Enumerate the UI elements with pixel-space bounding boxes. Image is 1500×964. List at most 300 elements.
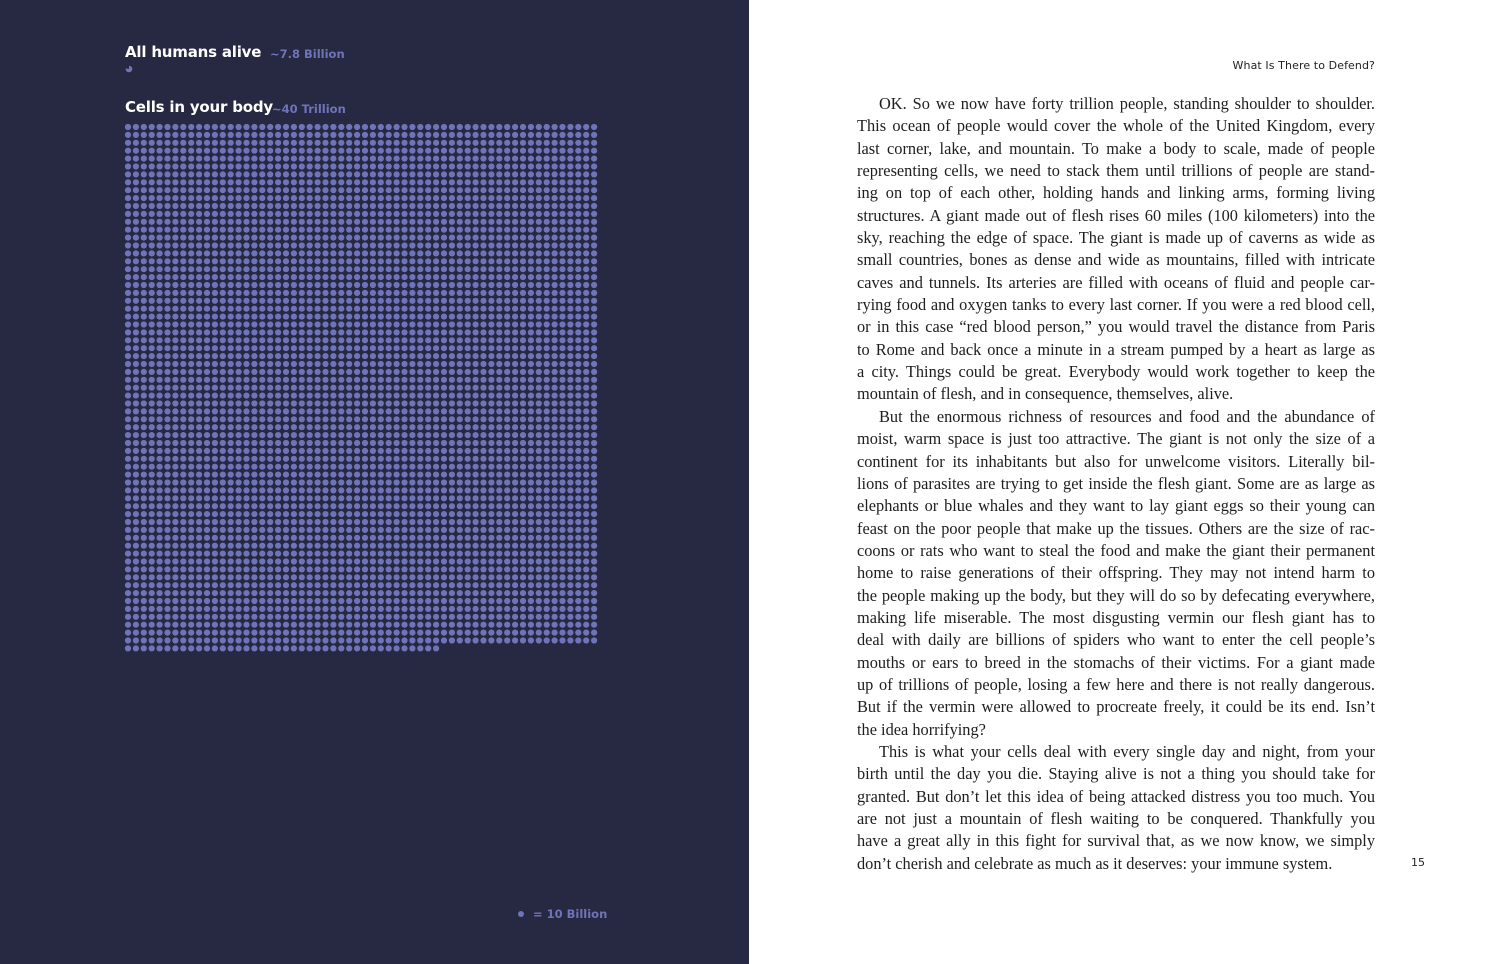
cell-dot (386, 551, 392, 557)
cell-dot (204, 424, 210, 430)
cell-dot (567, 179, 573, 185)
cell-dot (512, 511, 518, 517)
text-line: This ocean of people would cover the whole of the United Kingdom, every (857, 116, 1375, 136)
cell-dot (433, 637, 439, 643)
cell-dot (180, 630, 186, 636)
cell-dot (267, 566, 273, 572)
cell-dot (480, 385, 486, 391)
cell-dot (196, 203, 202, 209)
cell-dot (220, 543, 226, 549)
cell-dot (315, 361, 321, 367)
cell-dot (157, 440, 163, 446)
cell-dot (346, 163, 352, 169)
cell-dot (299, 440, 305, 446)
cell-dot (409, 519, 415, 525)
cell-dot (157, 132, 163, 138)
cell-dot (520, 140, 526, 146)
cell-dot (243, 219, 249, 225)
cell-dot (172, 163, 178, 169)
cell-dot (157, 400, 163, 406)
cell-dot (536, 219, 542, 225)
cell-dot (583, 219, 589, 225)
cell-dot (528, 337, 534, 343)
cell-dot (575, 290, 581, 296)
cell-dot (362, 385, 368, 391)
cell-dot (315, 385, 321, 391)
cell-dot (346, 219, 352, 225)
cell-dot (559, 543, 565, 549)
humans-partial-dot (124, 64, 134, 74)
cell-dot (370, 163, 376, 169)
cell-dot (251, 606, 257, 612)
cell-dot (465, 290, 471, 296)
cell-dot (133, 250, 139, 256)
cell-dot (141, 614, 147, 620)
cell-dot (575, 637, 581, 643)
cell-dot (520, 606, 526, 612)
cell-dot (559, 321, 565, 327)
cell-dot (322, 211, 328, 217)
cell-dot (520, 369, 526, 375)
cell-dot (567, 258, 573, 264)
cell-dot (322, 290, 328, 296)
cell-dot (283, 503, 289, 509)
cell-dot (188, 582, 194, 588)
cell-dot (196, 503, 202, 509)
cell-dot (196, 369, 202, 375)
cell-dot (433, 195, 439, 201)
cell-dot (575, 314, 581, 320)
cell-dot (251, 203, 257, 209)
cell-dot (528, 487, 534, 493)
cell-dot (473, 353, 479, 359)
cell-dot (528, 361, 534, 367)
cell-dot (164, 630, 170, 636)
cell-dot (307, 598, 313, 604)
cell-dot (354, 282, 360, 288)
cell-dot (157, 456, 163, 462)
cell-dot (243, 195, 249, 201)
cell-dot (354, 353, 360, 359)
cell-dot (401, 606, 407, 612)
cell-dot (457, 479, 463, 485)
cell-dot (228, 606, 234, 612)
cell-dot (567, 203, 573, 209)
cell-dot (378, 448, 384, 454)
cell-dot (583, 630, 589, 636)
cell-dot (307, 250, 313, 256)
cell-dot (243, 464, 249, 470)
cell-dot (480, 637, 486, 643)
cell-dot (164, 645, 170, 651)
cell-dot (575, 274, 581, 280)
cell-dot (473, 432, 479, 438)
cell-dot (133, 329, 139, 335)
cell-dot (283, 179, 289, 185)
cell-dot (536, 527, 542, 533)
cell-dot (512, 393, 518, 399)
cell-dot (338, 274, 344, 280)
cell-dot (267, 242, 273, 248)
cell-dot (220, 321, 226, 327)
cell-dot (307, 519, 313, 525)
cell-dot (488, 203, 494, 209)
cell-dot (251, 353, 257, 359)
cell-dot (212, 582, 218, 588)
cell-dot (275, 321, 281, 327)
cell-dot (425, 329, 431, 335)
cell-dot (267, 440, 273, 446)
cell-dot (307, 290, 313, 296)
cell-dot (520, 598, 526, 604)
cell-dot (141, 408, 147, 414)
cell-dot (141, 242, 147, 248)
cell-dot (504, 219, 510, 225)
cell-dot (267, 487, 273, 493)
cell-dot (338, 148, 344, 154)
cell-dot (496, 551, 502, 557)
cell-dot (125, 424, 131, 430)
cell-dot (291, 132, 297, 138)
cell-dot (267, 543, 273, 549)
cell-dot (180, 274, 186, 280)
cell-dot (275, 337, 281, 343)
cell-dot (291, 551, 297, 557)
cell-dot (433, 393, 439, 399)
cell-dot (307, 132, 313, 138)
cell-dot (559, 472, 565, 478)
cell-dot (496, 274, 502, 280)
cell-dot (259, 511, 265, 517)
cell-dot (417, 266, 423, 272)
cell-dot (267, 321, 273, 327)
cell-dot (465, 306, 471, 312)
cell-dot (354, 171, 360, 177)
cell-dot (212, 227, 218, 233)
cell-dot (591, 195, 597, 201)
cell-dot (591, 590, 597, 596)
cell-dot (212, 290, 218, 296)
cell-dot (196, 219, 202, 225)
cell-dot (267, 464, 273, 470)
cell-dot (465, 590, 471, 596)
cell-dot (251, 132, 257, 138)
cell-dot (480, 448, 486, 454)
cell-dot (141, 598, 147, 604)
cell-dot (267, 227, 273, 233)
cell-dot (196, 574, 202, 580)
cell-dot (362, 566, 368, 572)
cell-dot (583, 440, 589, 446)
cell-dot (567, 306, 573, 312)
cell-dot (180, 171, 186, 177)
cell-dot (236, 440, 242, 446)
cell-dot (465, 630, 471, 636)
cell-dot (228, 156, 234, 162)
cell-dot (512, 369, 518, 375)
cell-dot (307, 156, 313, 162)
cell-dot (172, 290, 178, 296)
cell-dot (275, 266, 281, 272)
cell-dot (425, 377, 431, 383)
cell-dot (330, 424, 336, 430)
cell-dot (496, 227, 502, 233)
cell-dot (133, 590, 139, 596)
cell-dot (512, 140, 518, 146)
cell-dot (220, 440, 226, 446)
cell-dot (394, 393, 400, 399)
cell-dot (157, 148, 163, 154)
cell-dot (133, 361, 139, 367)
cell-dot (496, 400, 502, 406)
cell-dot (362, 314, 368, 320)
cell-dot (164, 203, 170, 209)
cell-dot (488, 519, 494, 525)
cell-dot (409, 377, 415, 383)
cell-dot (544, 361, 550, 367)
cell-dot (528, 306, 534, 312)
cell-dot (512, 606, 518, 612)
cell-dot (346, 148, 352, 154)
cell-dot (172, 156, 178, 162)
cell-dot (330, 566, 336, 572)
cell-dot (228, 511, 234, 517)
cell-dot (259, 242, 265, 248)
cell-dot (322, 171, 328, 177)
cell-dot (401, 566, 407, 572)
cell-dot (370, 551, 376, 557)
cell-dot (157, 630, 163, 636)
cell-dot (315, 464, 321, 470)
cell-dot (188, 614, 194, 620)
cell-dot (449, 203, 455, 209)
cell-dot (299, 242, 305, 248)
cell-dot (243, 329, 249, 335)
cell-dot (172, 306, 178, 312)
cell-dot (417, 132, 423, 138)
cell-dot (362, 266, 368, 272)
cell-dot (228, 306, 234, 312)
cell-dot (473, 393, 479, 399)
cell-dot (196, 171, 202, 177)
cell-dot (417, 361, 423, 367)
cell-dot (504, 432, 510, 438)
cell-dot (488, 156, 494, 162)
cell-dot (583, 369, 589, 375)
cell-dot (133, 179, 139, 185)
cell-dot (370, 543, 376, 549)
cell-dot (583, 235, 589, 241)
cell-dot (228, 227, 234, 233)
cell-dot (338, 424, 344, 430)
cell-dot (251, 393, 257, 399)
cell-dot (180, 393, 186, 399)
cell-dot (236, 614, 242, 620)
cell-dot (157, 337, 163, 343)
cell-dot (417, 416, 423, 422)
cell-dot (528, 393, 534, 399)
cell-dot (544, 282, 550, 288)
cell-dot (204, 179, 210, 185)
cell-dot (322, 495, 328, 501)
cell-dot (346, 456, 352, 462)
cell-dot (315, 132, 321, 138)
cell-dot (212, 187, 218, 193)
cell-dot (125, 195, 131, 201)
cell-dot (449, 582, 455, 588)
cell-dot (251, 282, 257, 288)
cell-dot (236, 385, 242, 391)
cell-dot (196, 163, 202, 169)
cell-dot (512, 582, 518, 588)
cell-dot (591, 566, 597, 572)
cell-dot (575, 203, 581, 209)
cell-dot (552, 132, 558, 138)
cell-dot (157, 314, 163, 320)
cell-dot (480, 353, 486, 359)
cell-dot (141, 361, 147, 367)
cell-dot (575, 385, 581, 391)
cell-dot (322, 566, 328, 572)
cell-dot (567, 171, 573, 177)
cell-dot (125, 472, 131, 478)
cell-dot (457, 148, 463, 154)
cell-dot (149, 424, 155, 430)
cell-dot (457, 124, 463, 130)
cell-dot (520, 306, 526, 312)
cell-dot (567, 187, 573, 193)
cell-dot (504, 551, 510, 557)
cell-dot (394, 448, 400, 454)
cell-dot (354, 156, 360, 162)
cell-dot (417, 179, 423, 185)
cell-dot (449, 622, 455, 628)
cell-dot (528, 258, 534, 264)
cell-dot (188, 140, 194, 146)
cell-dot (457, 582, 463, 588)
cell-dot (243, 306, 249, 312)
cell-dot (433, 242, 439, 248)
cell-dot (149, 187, 155, 193)
cell-dot (346, 171, 352, 177)
cell-dot (488, 558, 494, 564)
cell-dot (307, 582, 313, 588)
cell-dot (536, 551, 542, 557)
cell-dot (409, 622, 415, 628)
cell-dot (149, 527, 155, 533)
cell-dot (322, 377, 328, 383)
cell-dot (141, 440, 147, 446)
cell-dot (386, 511, 392, 517)
cell-dot (441, 393, 447, 399)
cell-dot (441, 606, 447, 612)
cell-dot (528, 503, 534, 509)
cell-dot (552, 314, 558, 320)
cell-dot (378, 606, 384, 612)
cell-dot (125, 622, 131, 628)
cell-dot (536, 456, 542, 462)
cell-dot (220, 558, 226, 564)
cell-dot (394, 535, 400, 541)
cell-dot (386, 179, 392, 185)
cell-dot (212, 171, 218, 177)
cell-dot (172, 503, 178, 509)
cell-dot (322, 464, 328, 470)
cell-dot (536, 558, 542, 564)
cell-dot (512, 464, 518, 470)
cell-dot (591, 543, 597, 549)
cell-dot (322, 448, 328, 454)
cell-dot (315, 227, 321, 233)
cell-dot (346, 606, 352, 612)
cell-dot (346, 400, 352, 406)
cell-dot (449, 614, 455, 620)
cell-dot (275, 637, 281, 643)
cell-dot (291, 503, 297, 509)
cell-dot (307, 614, 313, 620)
cell-dot (441, 519, 447, 525)
cell-dot (283, 219, 289, 225)
cell-dot (401, 266, 407, 272)
cell-dot (552, 543, 558, 549)
cell-dot (401, 622, 407, 628)
cell-dot (591, 606, 597, 612)
cell-dot (559, 535, 565, 541)
cell-dot (449, 637, 455, 643)
cell-dot (433, 329, 439, 335)
cell-dot (544, 464, 550, 470)
cell-dot (394, 171, 400, 177)
cell-dot (544, 148, 550, 154)
cell-dot (567, 314, 573, 320)
cell-dot (370, 219, 376, 225)
cell-dot (591, 393, 597, 399)
cell-dot (172, 258, 178, 264)
cell-dot (315, 416, 321, 422)
cell-dot (180, 432, 186, 438)
cell-dot (291, 266, 297, 272)
cell-dot (141, 203, 147, 209)
cell-dot (591, 171, 597, 177)
cell-dot (575, 400, 581, 406)
cell-dot (338, 598, 344, 604)
cell-dot (591, 472, 597, 478)
cell-dot (409, 290, 415, 296)
cell-dot (243, 171, 249, 177)
cell-dot (220, 132, 226, 138)
cell-dot (315, 456, 321, 462)
cell-dot (243, 400, 249, 406)
cell-dot (417, 393, 423, 399)
cell-dot (386, 598, 392, 604)
cell-dot (544, 171, 550, 177)
cell-dot (283, 227, 289, 233)
cell-dot (228, 487, 234, 493)
cell-dot (441, 464, 447, 470)
cell-dot (196, 306, 202, 312)
cell-dot (417, 400, 423, 406)
cell-dot (180, 179, 186, 185)
cell-dot (354, 219, 360, 225)
cell-dot (299, 187, 305, 193)
cell-dot (528, 266, 534, 272)
cell-dot (370, 456, 376, 462)
cell-dot (204, 361, 210, 367)
cell-dot (330, 535, 336, 541)
cell-dot (354, 163, 360, 169)
cell-dot (465, 385, 471, 391)
cell-dot (425, 250, 431, 256)
